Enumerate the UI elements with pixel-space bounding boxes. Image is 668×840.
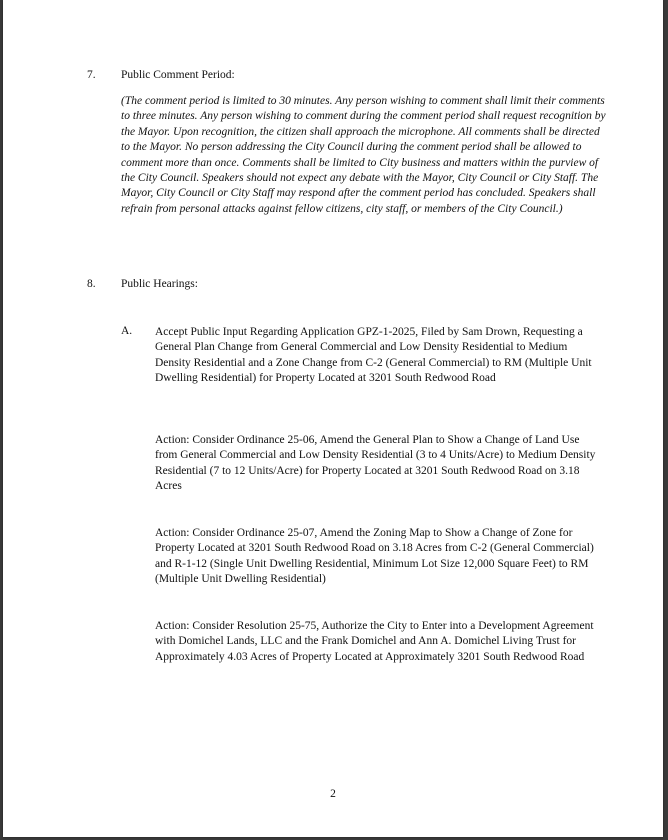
public-comment-note: (The comment period is limited to 30 minutes. Any person wishing to comment shall limit their comments to three minutes. Any person wishing to comment during the comment period shall request recognition by the Mayor. Upon recognition, the citizen shall approach the microphone. All comments shall be directed to the Mayor. No person addressing the City Council during the comment period shall be allowed to comment more than once. Comments shall be limited to City business and matters within the purview of the City Council. Speakers should not expect any debate with the Mayor, City Council or City Staff. The Mayor, City Council or City Staff may respond after the comment period has concluded. Speakers shall refrain from personal attacks against fellow citizens, city staff, or members of the City Council.) xyxy=(121,95,606,215)
action-ordinance-25-06: Action: Consider Ordinance 25-06, Amend the General Plan to Show a Change of Land Use from General Commercial and Low Density Residential (3 to 4 Units/Acre) to Medium Density Residential (7 to 12 Units/Acre) for Property Located at 3201 South Redwood Road on 3.18 Acres xyxy=(155,434,596,493)
item-number-7: 7. xyxy=(87,69,96,81)
document-page xyxy=(3,0,663,837)
action-resolution-25-75: Action: Consider Resolution 25-75, Authorize the City to Enter into a Development Agreement with Domichel Lands, LLC and the Frank Domichel and Ann A. Domichel Living Trust for Approximately 4.03 Acres of Property Located at Approximately 3201 South Redwood Road xyxy=(155,620,594,663)
hearing-a-title: Accept Public Input Regarding Application GPZ-1-2025, Filed by Sam Drown, Requesting a General Plan Change from General Commercial and Low Density Residential to Medium Density Residential and a Zone Change from C-2 (General Commercial) to RM (Multiple Unit Dwelling Residential) for Property Located at 3201 South Redwood Road xyxy=(155,326,592,385)
item-heading-public-comment: Public Comment Period: xyxy=(121,69,235,81)
action-ordinance-25-07: Action: Consider Ordinance 25-07, Amend the Zoning Map to Show a Change of Zone for Property Located at 3201 South Redwood Road on 3.18 Acres from C-2 (General Commercial) and R-1-12 (Single Unit Dwelling Residential, Minimum Lot Size 12,000 Square Feet) to RM (Multiple Unit Dwelling Residential) xyxy=(155,527,594,586)
item-heading-public-hearings: Public Hearings: xyxy=(121,278,198,290)
item-number-8: 8. xyxy=(87,278,96,290)
hearing-letter-a: A. xyxy=(121,325,133,337)
page-number: 2 xyxy=(330,788,336,800)
